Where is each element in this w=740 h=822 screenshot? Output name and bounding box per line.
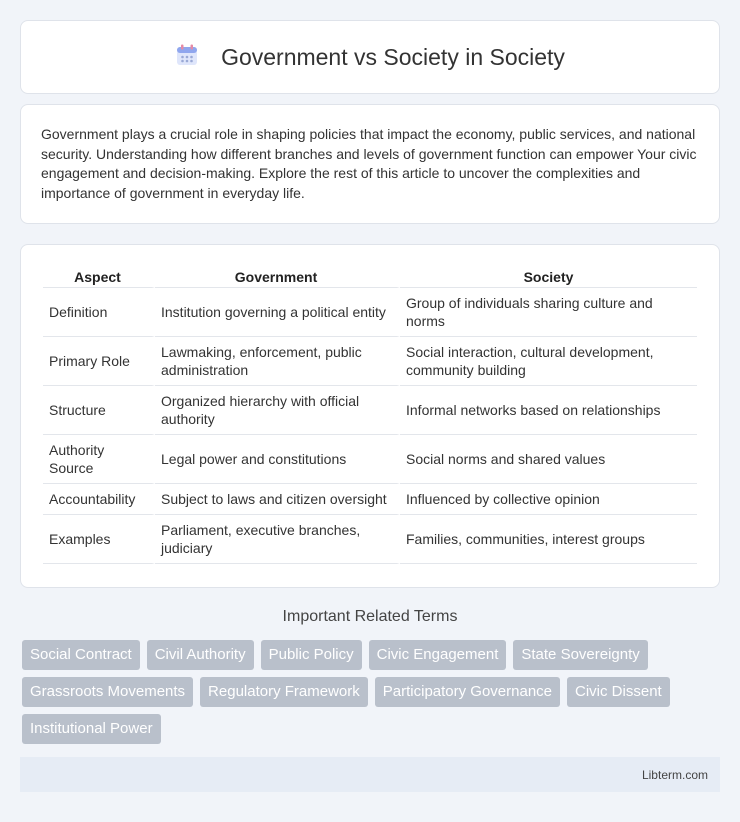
header-card bbox=[20, 20, 720, 94]
cell-society: Informal networks based on relationships bbox=[400, 386, 697, 435]
term-tag[interactable]: Public Policy bbox=[261, 640, 362, 670]
cell-society: Social interaction, cultural development, community building bbox=[400, 337, 697, 386]
header-aspect: Aspect bbox=[43, 267, 155, 288]
cell-government: Organized hierarchy with official authority bbox=[155, 386, 400, 435]
term-tag[interactable]: Regulatory Framework bbox=[200, 677, 368, 707]
cell-government: Subject to laws and citizen oversight bbox=[155, 484, 400, 515]
cell-aspect: Examples bbox=[43, 515, 155, 564]
cell-society: Group of individuals sharing culture and norms bbox=[400, 288, 697, 337]
term-tag[interactable]: Participatory Governance bbox=[375, 677, 560, 707]
term-tag[interactable]: State Sovereignty bbox=[513, 640, 647, 670]
cell-government: Parliament, executive branches, judiciary bbox=[155, 515, 400, 564]
cell-aspect: Structure bbox=[43, 386, 155, 435]
table-row bbox=[43, 386, 697, 435]
term-tag[interactable]: Institutional Power bbox=[22, 714, 161, 744]
cell-aspect: Definition bbox=[43, 288, 155, 337]
page-title: Government vs Society in Society bbox=[221, 43, 565, 70]
header-government: Government bbox=[155, 267, 400, 288]
term-tag[interactable]: Social Contract bbox=[22, 640, 140, 670]
cell-society: Influenced by collective opinion bbox=[400, 484, 697, 515]
related-terms-list bbox=[22, 640, 722, 744]
table-card bbox=[20, 244, 720, 588]
intro-text: Government plays a crucial role in shaping policies that impact the economy, public services, and national security. Understanding how different branches and levels of government function can empower Your civic engagement and decision-making. Explore the rest of this article to uncover the complexities and importance of government in everyday life. bbox=[41, 126, 697, 201]
cell-society: Families, communities, interest groups bbox=[400, 515, 697, 564]
table-row bbox=[43, 515, 697, 564]
term-tag[interactable]: Grassroots Movements bbox=[22, 677, 193, 707]
related-terms-title: Important Related Terms bbox=[282, 608, 458, 625]
comparison-table bbox=[43, 267, 697, 564]
term-tag[interactable]: Civil Authority bbox=[147, 640, 254, 670]
table-row bbox=[43, 288, 697, 337]
footer bbox=[20, 757, 720, 792]
cell-government: Institution governing a political entity bbox=[155, 288, 400, 337]
table-row bbox=[43, 435, 697, 484]
cell-aspect: Authority Source bbox=[43, 435, 155, 484]
table-header-row bbox=[43, 267, 697, 288]
footer-brand-link[interactable]: Libterm.com bbox=[641, 767, 708, 782]
title-wrap bbox=[175, 43, 565, 72]
cell-society: Social norms and shared values bbox=[400, 435, 697, 484]
cell-aspect: Primary Role bbox=[43, 337, 155, 386]
term-tag[interactable]: Civic Engagement bbox=[369, 640, 507, 670]
cell-government: Lawmaking, enforcement, public administration bbox=[155, 337, 400, 386]
term-tag[interactable]: Civic Dissent bbox=[567, 677, 670, 707]
cell-government: Legal power and constitutions bbox=[155, 435, 400, 484]
cell-aspect: Accountability bbox=[43, 484, 155, 515]
intro-card bbox=[20, 104, 720, 224]
table-row bbox=[43, 484, 697, 515]
table-row bbox=[43, 337, 697, 386]
calendar-icon bbox=[175, 43, 199, 72]
header-society: Society bbox=[400, 267, 697, 288]
